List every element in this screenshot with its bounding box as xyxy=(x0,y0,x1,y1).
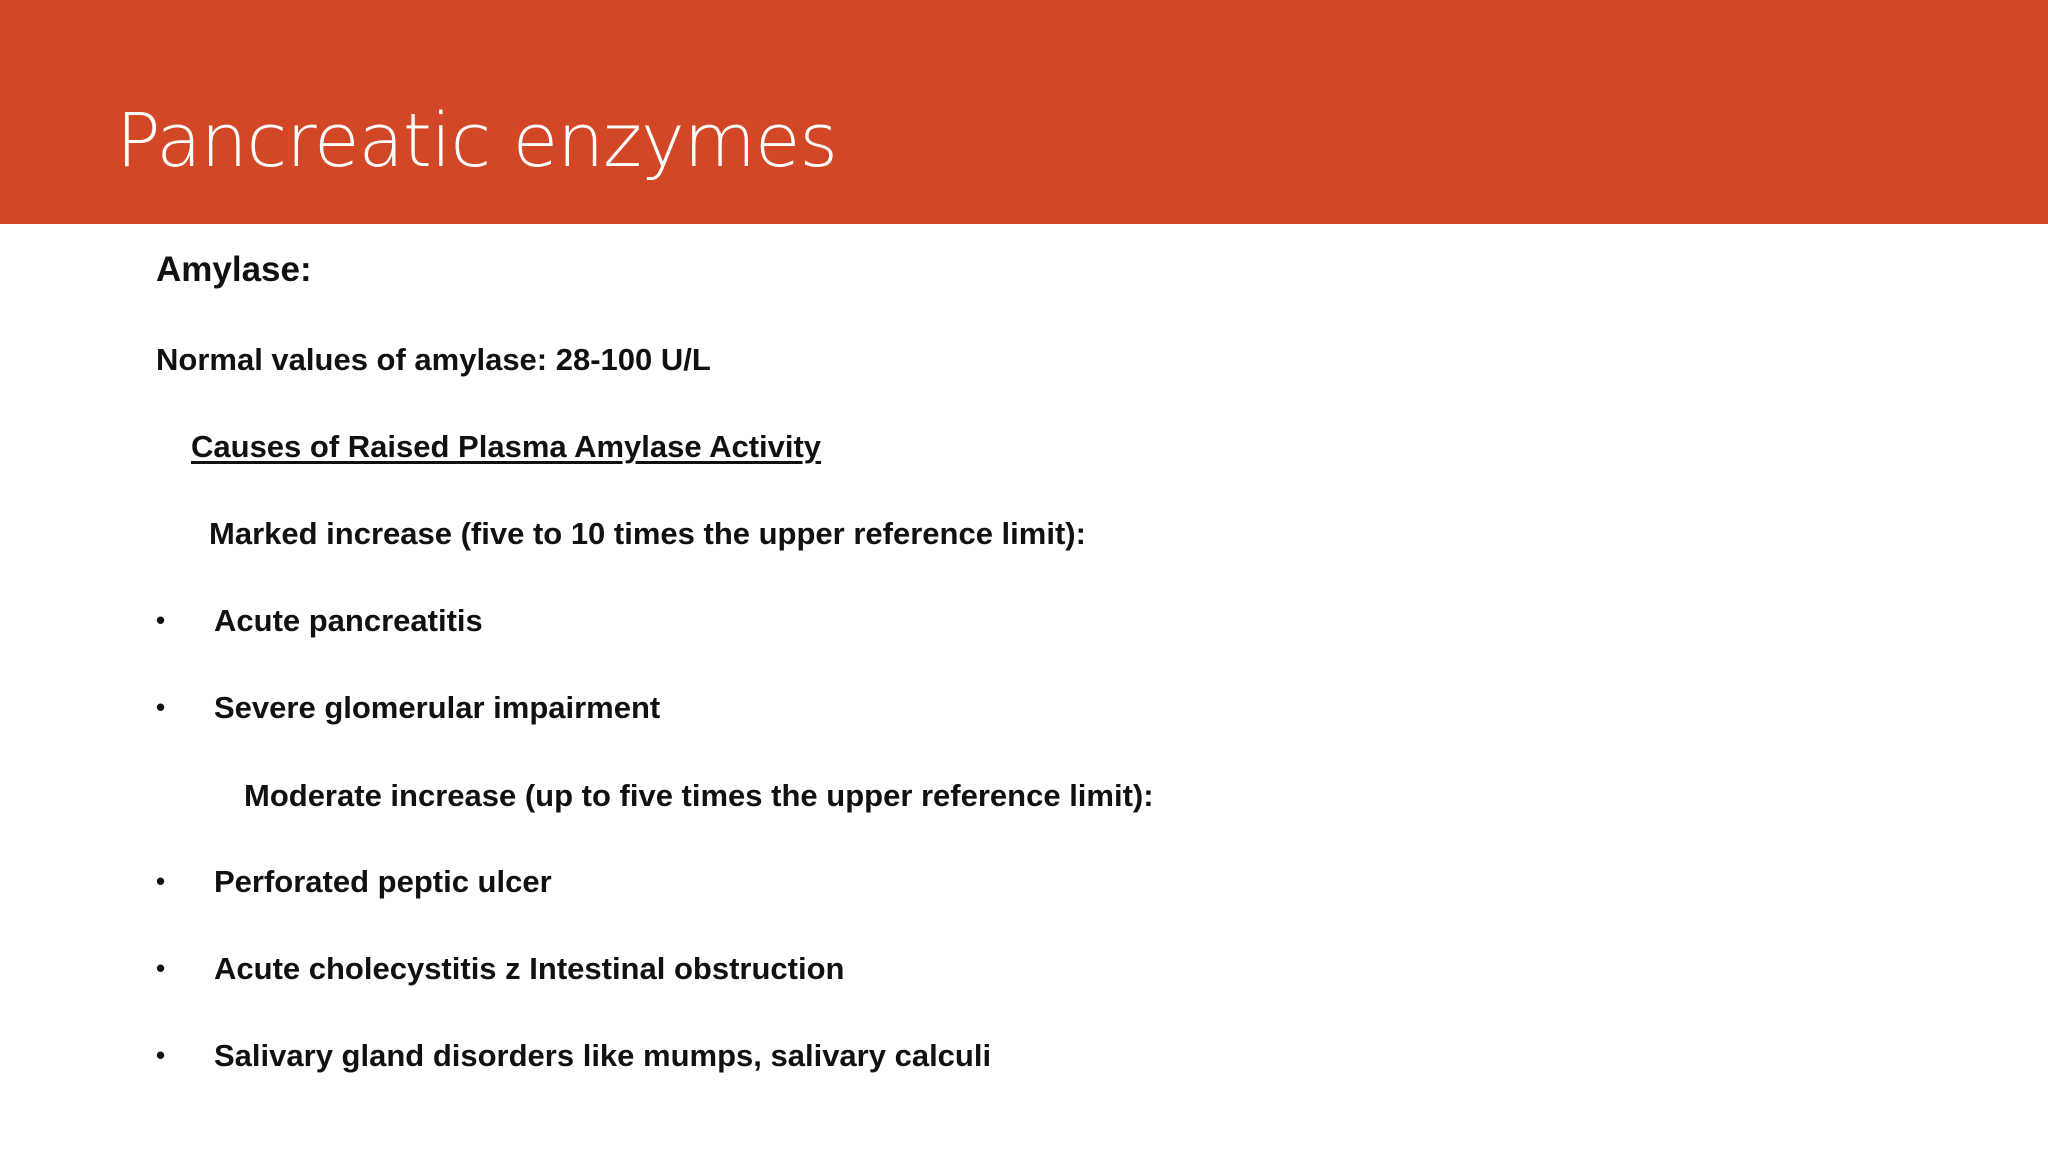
list-item xyxy=(156,953,844,984)
section-heading: Amylase: xyxy=(156,250,312,289)
list-item-text: Perforated peptic ulcer xyxy=(214,864,552,899)
bullet-icon: • xyxy=(156,692,166,722)
list-item-text: Acute cholecystitis z Intestinal obstruction xyxy=(214,951,845,986)
slide-title: Pancreatic enzymes xyxy=(116,98,837,184)
list-item xyxy=(156,1040,991,1071)
list-item xyxy=(156,692,660,723)
list-item-text: Acute pancreatitis xyxy=(214,603,483,638)
list-item xyxy=(156,605,483,636)
list-item xyxy=(156,866,552,897)
causes-heading: Causes of Raised Plasma Amylase Activity xyxy=(191,429,822,464)
list-item-text: Severe glomerular impairment xyxy=(214,690,661,725)
marked-increase-heading: Marked increase (five to 10 times the upper reference limit): xyxy=(209,516,1086,551)
bullet-icon: • xyxy=(156,953,166,983)
list-item-text: Salivary gland disorders like mumps, salivary calculi xyxy=(214,1038,992,1073)
bullet-icon: • xyxy=(156,605,166,635)
bullet-icon: • xyxy=(156,1040,166,1070)
moderate-increase-heading: Moderate increase (up to five times the upper reference limit): xyxy=(244,778,1154,813)
normal-values-text: Normal values of amylase: 28-100 U/L xyxy=(156,342,711,377)
bullet-icon: • xyxy=(156,866,166,896)
